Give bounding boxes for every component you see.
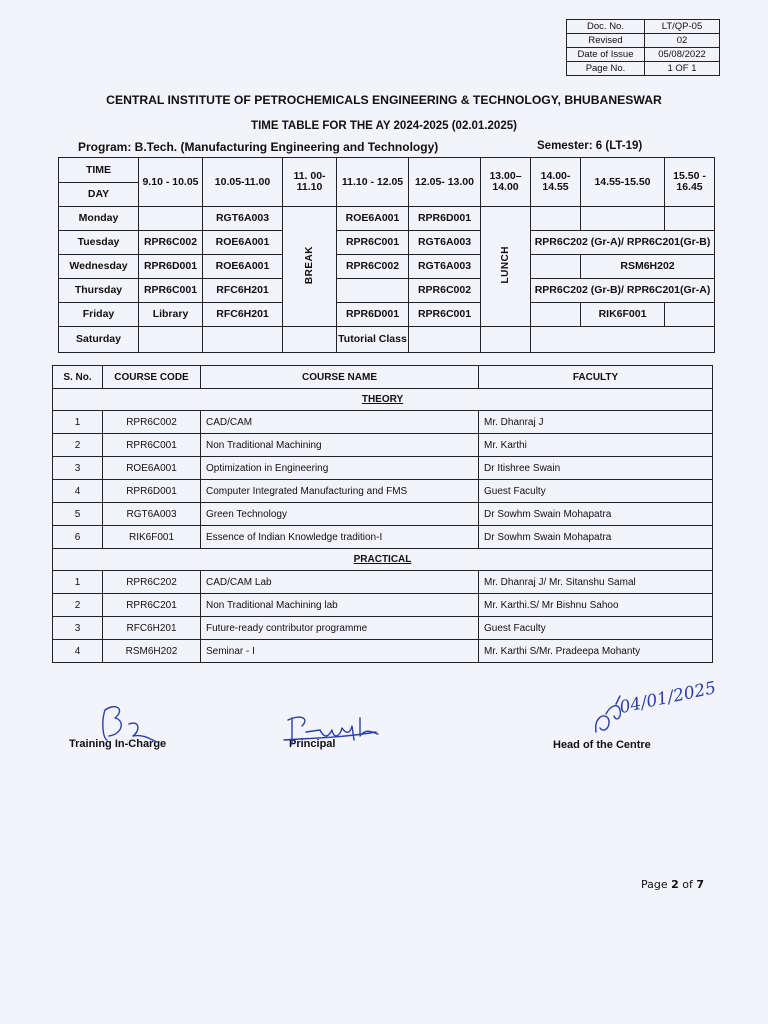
- doc-info-value: 02: [645, 34, 720, 48]
- page-footer: [641, 878, 704, 891]
- lab-cell: RPR6C202 (Gr-A)/ RPR6C201(Gr-B): [531, 231, 715, 255]
- section-row: [53, 389, 713, 411]
- break-cell: [283, 207, 337, 327]
- principal-signature: [280, 710, 390, 750]
- day-cell: Friday: [59, 303, 139, 327]
- class-cell: ROE6A001: [203, 255, 283, 279]
- theory-label: THEORY: [53, 389, 713, 411]
- doc-info-key: Doc. No.: [567, 20, 645, 34]
- class-cell: Library: [139, 303, 203, 327]
- code-cell: RPR6C002: [103, 411, 201, 434]
- class-cell: RPR6C002: [337, 255, 409, 279]
- class-cell: [531, 255, 581, 279]
- handwritten-date: 04/01/2025: [617, 678, 718, 718]
- day-label: DAY: [59, 183, 139, 207]
- name-cell: CAD/CAM Lab: [201, 571, 479, 594]
- class-cell: [581, 207, 665, 231]
- training-signature: [95, 700, 175, 745]
- class-cell: [139, 207, 203, 231]
- lab-cell: RPR6C202 (Gr-B)/ RPR6C201(Gr-A): [531, 279, 715, 303]
- seminar-cell: RSM6H202: [581, 255, 715, 279]
- class-cell: [531, 303, 581, 327]
- faculty-cell: Guest Faculty: [479, 480, 713, 503]
- class-cell: [337, 279, 409, 303]
- sno-cell: 5: [53, 503, 103, 526]
- slot-header: 9.10 - 10.05: [139, 158, 203, 207]
- doc-info-key: Date of Issue: [567, 48, 645, 62]
- break-label: BREAK: [304, 245, 315, 285]
- course-row: [53, 480, 713, 503]
- class-cell: Tutorial Class: [337, 327, 409, 353]
- day-cell: Monday: [59, 207, 139, 231]
- day-cell: Thursday: [59, 279, 139, 303]
- course-row: [53, 411, 713, 434]
- head-of-centre-label: Head of the Centre: [553, 739, 651, 751]
- doc-info-row: [567, 48, 720, 62]
- footer-page: 2: [671, 878, 679, 891]
- faculty-cell: Mr. Karthi.S/ Mr Bishnu Sahoo: [479, 594, 713, 617]
- name-header: COURSE NAME: [201, 366, 479, 389]
- program-label: Program: B.Tech. (Manufacturing Engineering and Technology): [78, 140, 439, 154]
- class-cell: [665, 303, 715, 327]
- code-cell: RSM6H202: [103, 640, 201, 663]
- sno-cell: 1: [53, 411, 103, 434]
- code-cell: RPR6C201: [103, 594, 201, 617]
- class-cell: RPR6C001: [409, 303, 481, 327]
- sno-cell: 4: [53, 480, 103, 503]
- doc-info-value: LT/QP-05: [645, 20, 720, 34]
- timetable-row: [59, 231, 715, 255]
- slot-header: 10.05-11.00: [203, 158, 283, 207]
- class-cell: RPR6C002: [409, 279, 481, 303]
- timetable-row: [59, 207, 715, 231]
- footer-total: 7: [696, 878, 705, 891]
- course-row: [53, 571, 713, 594]
- section-row: [53, 549, 713, 571]
- code-cell: RFC6H201: [103, 617, 201, 640]
- doc-info-row: [567, 62, 720, 76]
- semester-label: Semester: 6 (LT-19): [537, 140, 643, 152]
- faculty-cell: Dr Sowhm Swain Mohapatra: [479, 526, 713, 549]
- footer-prefix: Page: [641, 878, 672, 891]
- day-cell: Saturday: [59, 327, 139, 353]
- class-cell: [203, 327, 283, 353]
- faculty-header: FACULTY: [479, 366, 713, 389]
- timetable: [58, 157, 715, 353]
- name-cell: CAD/CAM: [201, 411, 479, 434]
- class-cell: [481, 327, 531, 353]
- doc-info-value: 05/08/2022: [645, 48, 720, 62]
- sno-cell: 1: [53, 571, 103, 594]
- sno-cell: 3: [53, 457, 103, 480]
- class-cell: [409, 327, 481, 353]
- class-cell: RGT6A003: [409, 255, 481, 279]
- timetable-header-row: [59, 158, 715, 183]
- name-cell: Future-ready contributor programme: [201, 617, 479, 640]
- doc-info-key: Revised: [567, 34, 645, 48]
- class-cell: [531, 207, 581, 231]
- faculty-cell: Guest Faculty: [479, 617, 713, 640]
- code-cell: ROE6A001: [103, 457, 201, 480]
- class-cell: [283, 327, 337, 353]
- practical-label: PRACTICAL: [53, 549, 713, 571]
- class-cell: RFC6H201: [203, 303, 283, 327]
- day-cell: Wednesday: [59, 255, 139, 279]
- class-cell: RPR6C002: [139, 231, 203, 255]
- code-cell: RIK6F001: [103, 526, 201, 549]
- code-cell: RPR6D001: [103, 480, 201, 503]
- class-cell: RFC6H201: [203, 279, 283, 303]
- training-incharge-label: Training In-Charge: [69, 738, 167, 750]
- lunch-cell: [481, 207, 531, 327]
- institute-name: CENTRAL INSTITUTE OF PETROCHEMICALS ENGINEERING & TECHNOLOGY, BHUBANESWAR: [106, 93, 662, 107]
- class-cell: RPR6D001: [139, 255, 203, 279]
- faculty-cell: Mr. Dhanraj J: [479, 411, 713, 434]
- sno-cell: 2: [53, 434, 103, 457]
- class-cell: RGT6A003: [409, 231, 481, 255]
- course-row: [53, 526, 713, 549]
- slot-header: 13.00– 14.00: [481, 158, 531, 207]
- course-row: [53, 617, 713, 640]
- course-row: [53, 457, 713, 480]
- timetable-title: TIME TABLE FOR THE AY 2024-2025 (02.01.2025): [251, 120, 517, 132]
- faculty-cell: Dr Itishree Swain: [479, 457, 713, 480]
- doc-info-key: Page No.: [567, 62, 645, 76]
- class-cell: ROE6A001: [203, 231, 283, 255]
- faculty-cell: Mr. Dhanraj J/ Mr. Sitanshu Samal: [479, 571, 713, 594]
- timetable-row: [59, 279, 715, 303]
- class-cell: [531, 327, 715, 353]
- code-header: COURSE CODE: [103, 366, 201, 389]
- principal-label: Principal: [289, 738, 336, 750]
- class-cell: RIK6F001: [581, 303, 665, 327]
- faculty-cell: Mr. Karthi S/Mr. Pradeepa Mohanty: [479, 640, 713, 663]
- class-cell: RPR6D001: [409, 207, 481, 231]
- name-cell: Green Technology: [201, 503, 479, 526]
- class-cell: RPR6D001: [337, 303, 409, 327]
- document-info-table: [566, 19, 720, 76]
- class-cell: RGT6A003: [203, 207, 283, 231]
- slot-header: 11.10 - 12.05: [337, 158, 409, 207]
- sno-cell: 4: [53, 640, 103, 663]
- sno-header: S. No.: [53, 366, 103, 389]
- doc-info-value: 1 OF 1: [645, 62, 720, 76]
- name-cell: Computer Integrated Manufacturing and FMS: [201, 480, 479, 503]
- timetable-row: [59, 303, 715, 327]
- timetable-row: [59, 327, 715, 353]
- sno-cell: 6: [53, 526, 103, 549]
- code-cell: RPR6C001: [103, 434, 201, 457]
- sno-cell: 3: [53, 617, 103, 640]
- code-cell: RGT6A003: [103, 503, 201, 526]
- name-cell: Essence of Indian Knowledge tradition-I: [201, 526, 479, 549]
- faculty-cell: Mr. Karthi: [479, 434, 713, 457]
- sno-cell: 2: [53, 594, 103, 617]
- time-label: TIME: [59, 158, 139, 183]
- slot-header: 14.00- 14.55: [531, 158, 581, 207]
- course-header-row: [53, 366, 713, 389]
- lunch-label: LUNCH: [500, 246, 511, 284]
- name-cell: Non Traditional Machining: [201, 434, 479, 457]
- footer-middle: of: [678, 878, 697, 891]
- faculty-cell: Dr Sowhm Swain Mohapatra: [479, 503, 713, 526]
- course-row: [53, 640, 713, 663]
- slot-header: 12.05- 13.00: [409, 158, 481, 207]
- course-row: [53, 503, 713, 526]
- name-cell: Non Traditional Machining lab: [201, 594, 479, 617]
- name-cell: Seminar - I: [201, 640, 479, 663]
- class-cell: [665, 207, 715, 231]
- class-cell: RPR6C001: [337, 231, 409, 255]
- class-cell: RPR6C001: [139, 279, 203, 303]
- course-table: [52, 365, 713, 663]
- doc-info-row: [567, 20, 720, 34]
- code-cell: RPR6C202: [103, 571, 201, 594]
- slot-header: 15.50 - 16.45: [665, 158, 715, 207]
- course-row: [53, 594, 713, 617]
- day-cell: Tuesday: [59, 231, 139, 255]
- timetable-row: [59, 255, 715, 279]
- slot-header: 14.55-15.50: [581, 158, 665, 207]
- name-cell: Optimization in Engineering: [201, 457, 479, 480]
- course-row: [53, 434, 713, 457]
- slot-header: 11. 00- 11.10: [283, 158, 337, 207]
- class-cell: [139, 327, 203, 353]
- doc-info-row: [567, 34, 720, 48]
- class-cell: ROE6A001: [337, 207, 409, 231]
